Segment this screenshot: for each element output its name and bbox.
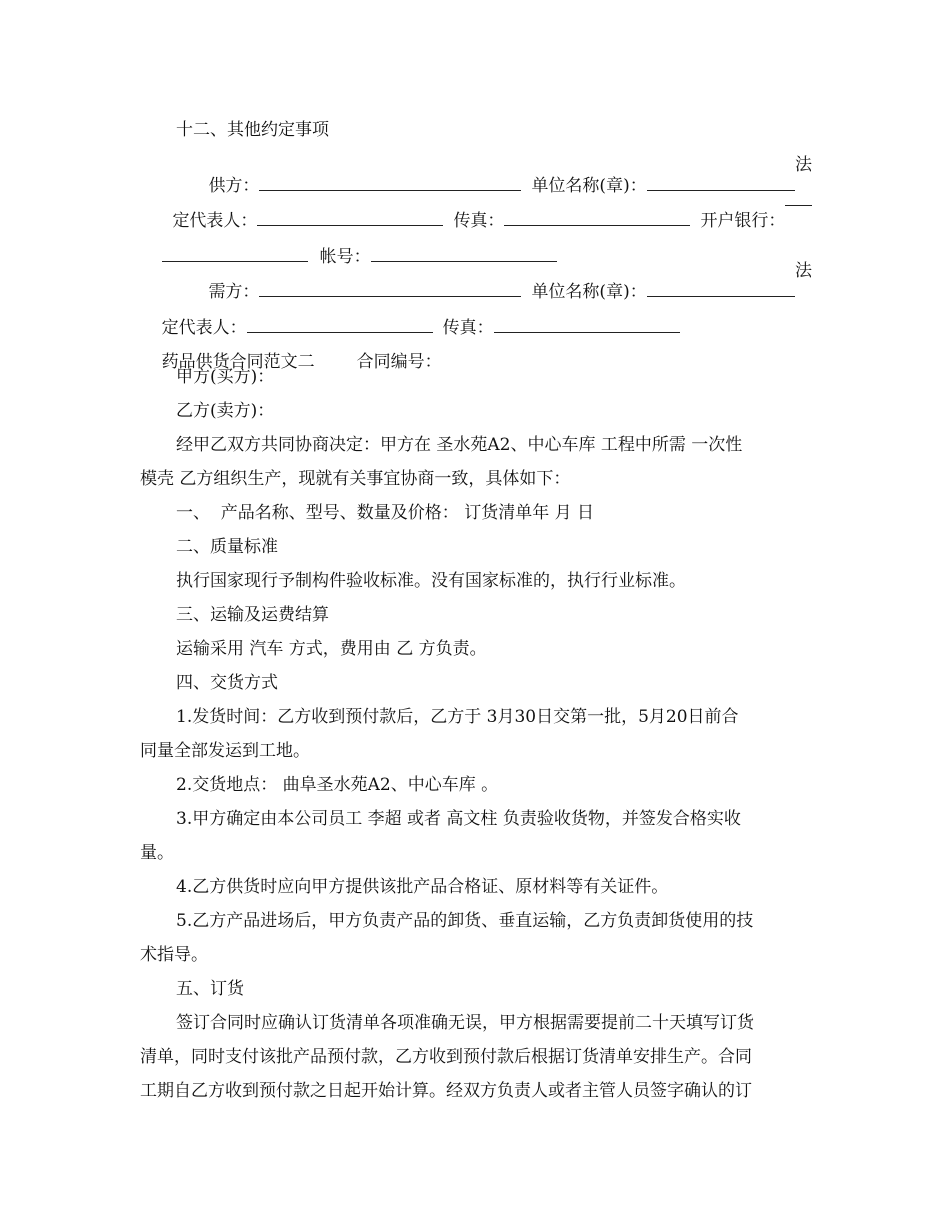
section-4-item-3-line-2: 量。: [140, 843, 174, 863]
buyer-fax-blank: [494, 317, 680, 333]
account-blank: [371, 246, 557, 262]
intro-line-2: 模壳 乙方组织生产，现就有关事宜协商一致，具体如下：: [140, 469, 571, 489]
buyer-legal-rep-label: 定代表人：: [161, 318, 247, 338]
unit-name-label: 单位名称(章)：: [531, 176, 647, 196]
section-4-item-5-line-1: 5.乙方产品进场后，甲方负责产品的卸货、垂直运输，乙方负责卸货使用的技: [176, 911, 754, 931]
bank-blank-cont: [162, 246, 308, 262]
party-b: 乙方(卖方)：: [176, 401, 275, 421]
buyer-unit-name-label: 单位名称(章)：: [531, 282, 647, 302]
section-4-item-4: 4.乙方供货时应向甲方提供该批产品合格证、原材料等有关证件。: [176, 877, 669, 897]
section-4-title: 四、交货方式: [176, 673, 278, 693]
contract-no-label: 合同编号：: [356, 352, 442, 372]
bank-label: 开户银行：: [700, 211, 786, 231]
section-4-item-5-line-2: 术指导。: [140, 945, 208, 965]
buyer-blank: [259, 281, 521, 297]
section-5-line-3: 工期自乙方收到预付款之日起开始计算。经双方负责人或者主管人员签字确认的订: [140, 1081, 752, 1101]
section-5-line-2: 清单，同时支付该批产品预付款，乙方收到预付款后根据订货清单安排生产。合同: [140, 1047, 752, 1067]
section-4-item-1-line-2: 同量全部发运到工地。: [140, 741, 310, 761]
unit-name-blank: [647, 175, 795, 191]
section-4-item-1-line-1: 1.发货时间：乙方收到预付款后，乙方于 3月30日交第一批，5月20日前合: [176, 707, 739, 727]
buyer-fax-label: 传真：: [442, 318, 494, 338]
party-a: 甲方(买方)：: [176, 367, 275, 387]
account-label: 帐号：: [319, 247, 371, 267]
section-4-item-2: 2.交货地点： 曲阜圣水苑A2、中心车库 。: [176, 775, 499, 795]
section-5-line-1: 签订合同时应确认订货清单各项准确无误，甲方根据需要提前二十天填写订货: [176, 1013, 754, 1033]
supplier-label: 供方：: [208, 176, 260, 196]
section-2-title: 二、质量标准: [176, 537, 278, 557]
section-1: 一、 产品名称、型号、数量及价格： 订货清单年 月 日: [176, 503, 595, 523]
section-heading: 十二、其他约定事项: [176, 120, 329, 140]
buyer-label: 需方：: [208, 282, 260, 302]
intro-line-1: 经甲乙双方共同协商决定：甲方在 圣水苑A2、中心车库 工程中所需 一次性: [176, 435, 743, 455]
buyer-unit-name-blank: [647, 281, 795, 297]
section-5-title: 五、订货: [176, 979, 244, 999]
section-2-body: 执行国家现行予制构件验收标准。没有国家标准的，执行行业标准。: [176, 571, 686, 591]
section-4-item-3-line-1: 3.甲方确定由本公司员工 李超 或者 高文柱 负责验收货物，并签发合格实收: [176, 809, 741, 829]
fax-blank: [504, 210, 690, 226]
supplier-blank: [259, 175, 521, 191]
buyer-legal-rep-head: 法: [795, 261, 812, 281]
buyer-legal-rep-blank: [247, 317, 433, 333]
legal-rep-blank: [257, 210, 443, 226]
section-3-body: 运输采用 汽车 方式，费用由 乙 方负责。: [176, 639, 487, 659]
bank-blank-tail: [785, 190, 812, 206]
section-3-title: 三、运输及运费结算: [176, 605, 329, 625]
contract-title: 药品供货合同范文二: [161, 352, 315, 372]
legal-rep-head: 法: [795, 155, 812, 175]
fax-label: 传真：: [453, 211, 505, 231]
legal-rep-label: 定代表人：: [172, 211, 258, 231]
